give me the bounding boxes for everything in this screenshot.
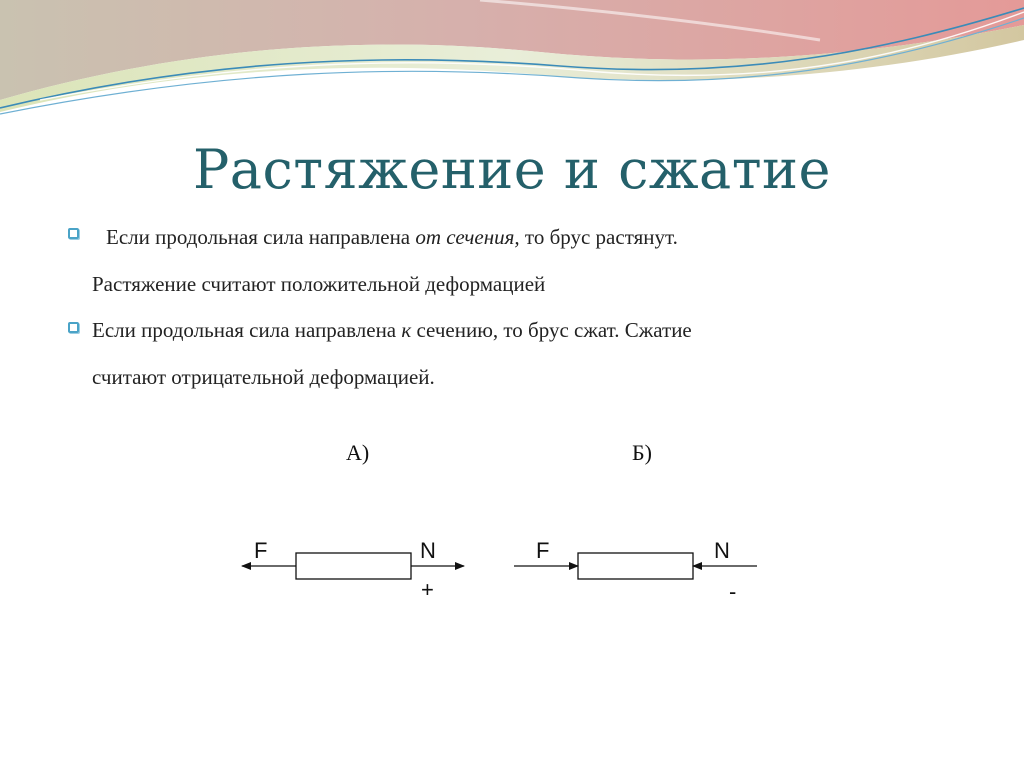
bullet-square-icon (68, 228, 79, 239)
beam-b (578, 553, 693, 579)
force-diagrams (0, 520, 1024, 620)
bullet-1-line-2: Растяжение считают положительной деформацией (92, 272, 546, 296)
diagram-a-tension (242, 538, 464, 602)
bullet-2-line-1: Если продольная сила направлена к сечению, то брус сжат. Сжатие (92, 318, 692, 342)
bullet-1-line-1: Если продольная сила направлена от сечения, то брус растянут. (106, 225, 678, 249)
diagram-a-label: А) (346, 440, 370, 465)
bullet-2-line-2: считают отрицательной деформацией. (92, 365, 435, 389)
internal-force-label-b: N (714, 538, 730, 563)
force-label-b: F (536, 538, 550, 563)
force-label-a: F (254, 538, 268, 563)
beam-a (296, 553, 411, 579)
header-wave-decoration (0, 0, 1024, 130)
sign-b: - (729, 579, 737, 604)
bullet-square-icon (68, 322, 79, 333)
slide-title: Растяжение и сжатие (192, 138, 832, 201)
diagram-b-compression (514, 538, 757, 604)
internal-force-label-a: N (420, 538, 436, 563)
diagram-b-label: Б) (632, 440, 652, 465)
sign-a: + (421, 577, 434, 602)
